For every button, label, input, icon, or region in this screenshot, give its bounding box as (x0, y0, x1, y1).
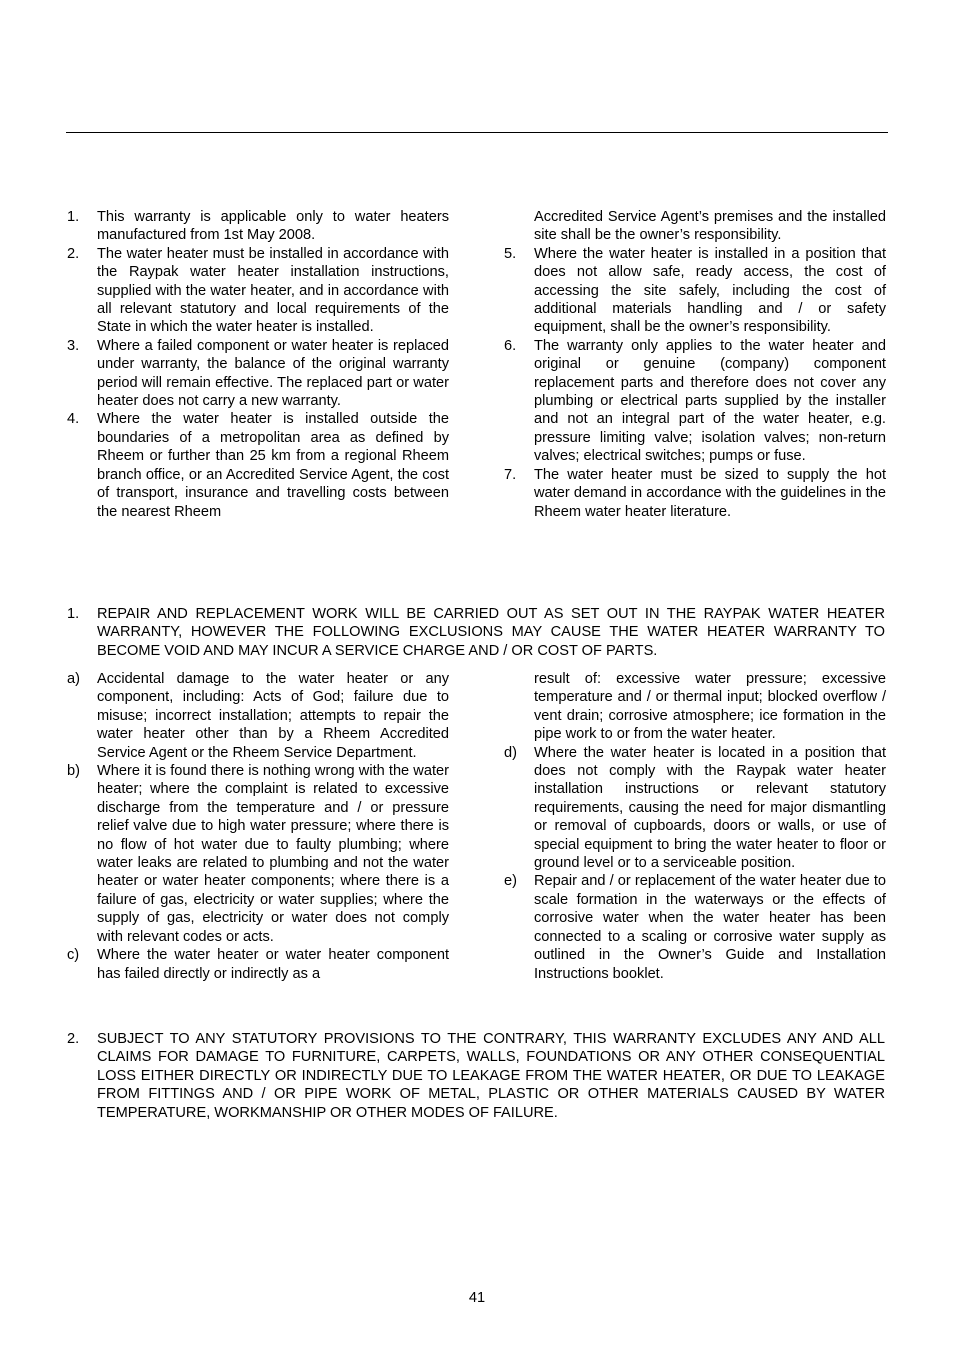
item-number: 7. (504, 466, 517, 483)
item-number: 6. (504, 337, 517, 354)
item-letter: d) (504, 744, 517, 761)
item-number: 2. (67, 245, 80, 262)
item-number: 1. (67, 606, 80, 622)
exclusion-item-a (67, 670, 449, 762)
item-text: Where the water heater is installed outside the boundaries of a metropolitan area as defined by Rheem or further than 25 km from a regional Rheem branch office, or an Accredited Service Agent, the cost of transport, insurance and travelling costs between the nearest Rheem (97, 411, 449, 520)
item-text: Where the water heater is installed in a position that does not allow safe, ready access, the cost of accessing the site safely, including the cost of additional materials handling and / or safety equipment, shall be the owner’s responsibility. (534, 245, 886, 336)
condition-item-4-continuation (504, 208, 886, 245)
exclusion-item-c-continuation (504, 670, 886, 744)
item-text: Accredited Service Agent’s premises and the installed site shall be the owner’s responsibility. (534, 209, 886, 244)
item-text: Where the water heater is located in a position that does not comply with the Raypak water heater installation instructions or relevant statutory requirements, causing the need for major dismantling or removal of cupboards, doors or walls, or use of special equipment to bring the water heater to floor or ground level or to a serviceable position. (534, 744, 886, 872)
item-text: The water heater must be installed in accordance with the Raypak water heater installation instructions, supplied with the water heater, and in accordance with all relevant statutory and local requirements of the State in which the water heater is installed. (97, 245, 449, 336)
item-number: 2. (67, 1031, 80, 1047)
item-letter: b) (67, 763, 80, 780)
item-text: REPAIR AND REPLACEMENT WORK WILL BE CARRIED OUT AS SET OUT IN THE RAYPAK WATER HEATER WARRANTY, HOWEVER THE FOLLOWING EXCLUSIONS MAY CAUSE THE WATER HEATER WARRANTY TO BECOME VOID AND MAY INCUR A SERVICE CHARGE AND / OR COST OF PARTS. (97, 606, 885, 659)
condition-item-6 (504, 337, 886, 466)
condition-item-5 (504, 245, 886, 337)
item-letter: c) (67, 947, 80, 964)
item-text: Where a failed component or water heater is replaced under warranty, the balance of the original warranty period will remain effective. The replaced part or water heater does not carry a new warranty. (97, 337, 449, 410)
item-text: The water heater must be sized to supply the hot water demand in accordance with the guidelines in the Rheem water heater literature. (534, 466, 886, 520)
conditions-right-column (504, 208, 886, 521)
item-text: Where the water heater or water heater component has failed directly or indirectly as a (97, 947, 449, 982)
item-letter: a) (67, 671, 80, 687)
exclusion-item-b (67, 762, 449, 946)
exclusion-item-2 (67, 1030, 885, 1122)
item-number: 1. (67, 209, 80, 225)
exclusion-item-c (67, 946, 449, 983)
exclusion-item-e (504, 872, 886, 982)
item-text: result of: excessive water pressure; excessive temperature and / or thermal input; blocked overflow / vent drain; corrosive atmosphere; ice formation in the pipe work to or from the water heater. (534, 671, 886, 743)
item-number: 3. (67, 337, 80, 354)
item-text: The warranty only applies to the water heater and original or genuine (company) component replacement parts and therefore does not cover any plumbing or electrical parts supplied by the installer and not an integral part of the water heater, e.g. pressure limiting valve; isolation valves; non-return valves; electrical switches; pumps or fuse. (534, 337, 886, 465)
header-rule (66, 132, 888, 133)
condition-item-7 (504, 466, 886, 521)
condition-item-1 (67, 208, 449, 245)
item-letter: e) (504, 873, 517, 890)
exclusion-item-d (504, 744, 886, 873)
item-number: 4. (67, 411, 80, 428)
item-number: 5. (504, 245, 517, 262)
item-text: Where it is found there is nothing wrong with the water heater; where the complaint is related to excessive discharge from the temperature and / or pressure relief valve due to high water pressure; where there is no flow of hot water due to faulty plumbing; where water leaks are related to plumbing and not the water heater or water heater components; where there is a failure of gas, electricity or water supplies; where the supply of gas, electricity or water does not comply with relevant codes or acts. (97, 763, 449, 945)
page-number: 41 (468, 1290, 486, 1306)
item-text: Accidental damage to the water heater or any component, including: Acts of God; failure due to misuse; incorrect installation; attempts to repair the water heater other than by a Rheem Accredited Service Agent or the Rheem Service Department. (97, 671, 449, 761)
exclusions-left-column (67, 670, 449, 983)
exclusions-right-column (504, 670, 886, 983)
item-text: SUBJECT TO ANY STATUTORY PROVISIONS TO THE CONTRARY, THIS WARRANTY EXCLUDES ANY AND ALL CLAIMS FOR DAMAGE TO FURNITURE, CARPETS, WALLS, FOUNDATIONS OR ANY OTHER CONSEQUENTIAL LOSS EITHER DIRECTLY OR INDIRECTLY DUE TO LEAKAGE FROM THE WATER HEATER, OR DUE TO LEAKAGE FROM FITTINGS AND / OR PIPE WORK OF METAL, PLASTIC OR OTHER MATERIALS CAUSED BY WATER TEMPERATURE, WORKMANSHIP OR OTHER MODES OF FAILURE. (97, 1031, 885, 1121)
condition-item-2 (67, 245, 449, 337)
conditions-left-column (67, 208, 449, 521)
exclusion-item-1 (67, 605, 885, 660)
item-text: This warranty is applicable only to water heaters manufactured from 1st May 2008. (97, 209, 449, 244)
condition-item-4 (67, 410, 449, 520)
condition-item-3 (67, 337, 449, 411)
item-text: Repair and / or replacement of the water heater due to scale formation in the waterways or the effects of corrosive water when the water heater has been connected to a scaling or corrosive water supply as outlined in the Owner’s Guide and Installation Instructions booklet. (534, 873, 886, 982)
